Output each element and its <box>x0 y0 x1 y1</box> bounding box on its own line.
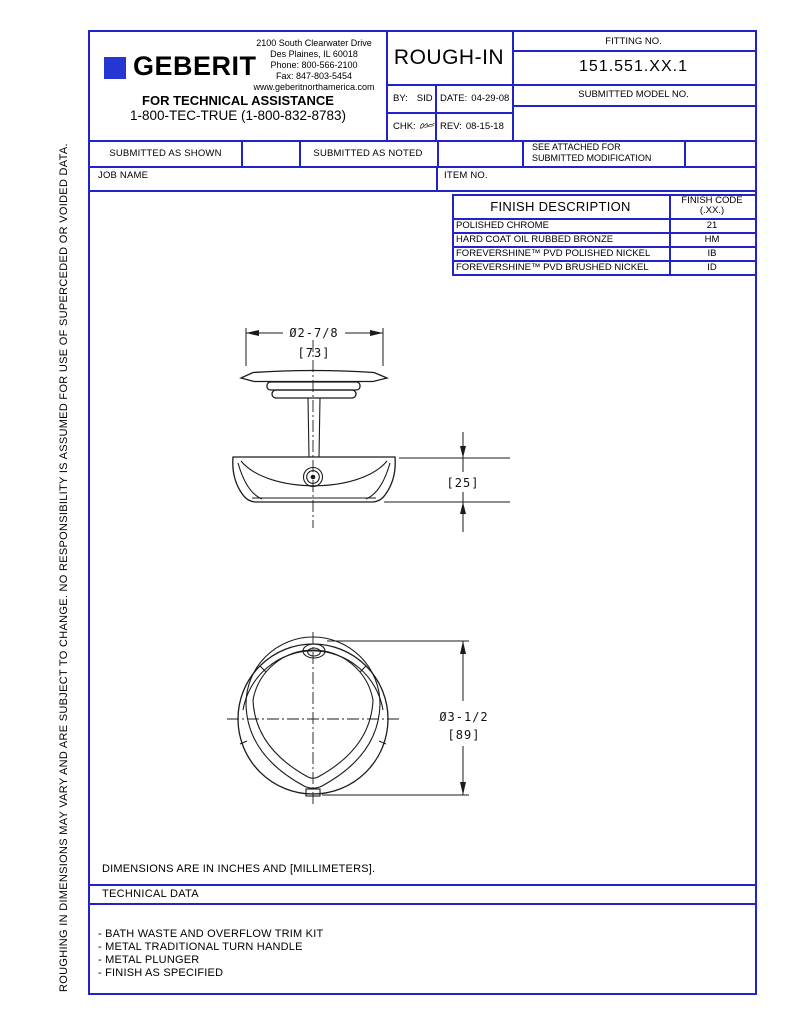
address-line: Fax: 847-803-5454 <box>275 71 353 81</box>
vertical-disclaimer: ROUGHING IN DIMENSIONS MAY VARY AND ARE SUBJECT TO CHANGE. NO RESPONSIBILITY IS ASSUMED FOR USE OF SUPERCEDED OR VOIDED DATA. <box>58 143 70 992</box>
submitted-model-label: SUBMITTED MODEL NO. <box>578 89 689 100</box>
dim-bottom-mm-text: [89] <box>447 728 481 742</box>
by-cell <box>386 84 435 112</box>
see-attached-line: SEE ATTACHED FOR <box>532 142 621 152</box>
technical-data-item: - BATH WASTE AND OVERFLOW TRIM KIT <box>98 928 324 940</box>
grid-line <box>241 140 243 166</box>
document-frame <box>88 30 757 995</box>
rev-cell <box>435 112 512 140</box>
date-value: 04-29-08 <box>471 92 510 104</box>
assistance-phone: 1-800-TEC-TRUE (1-800-832-8783) <box>129 108 347 123</box>
finish-row-code: ID <box>707 261 717 273</box>
assistance-title: FOR TECHNICAL ASSISTANCE <box>142 93 334 108</box>
fitting-no-value: 151.551.XX.1 <box>579 58 688 75</box>
address-line: www.geberitnorthamerica.com <box>253 82 375 92</box>
finish-description-header: FINISH DESCRIPTION <box>490 198 631 214</box>
finish-row-code: IB <box>707 247 717 259</box>
by-label: BY: <box>393 92 408 104</box>
grid-line <box>90 903 755 905</box>
document-title: ROUGH-IN <box>393 46 505 69</box>
finish-row-description: FOREVERSHINE™ PVD POLISHED NICKEL <box>456 247 651 259</box>
company-address <box>240 38 388 93</box>
date-cell <box>435 84 512 112</box>
grid-line <box>684 140 686 166</box>
address-line: Des Plaines, IL 60018 <box>270 49 358 59</box>
dim-top-mm-text: [73] <box>297 346 331 360</box>
checker-signature <box>419 116 435 136</box>
finish-row-description: FOREVERSHINE™ PVD BRUSHED NICKEL <box>456 261 649 273</box>
see-attached-note <box>522 140 684 166</box>
submitted-as-noted-label: SUBMITTED AS NOTED <box>313 147 423 159</box>
grid-line <box>436 166 438 190</box>
finish-code-header <box>669 194 755 218</box>
brand-name: GEBERIT <box>133 51 257 81</box>
finish-row-description: HARD COAT OIL RUBBED BRONZE <box>456 233 614 245</box>
grid-line <box>452 274 755 276</box>
submitted-as-shown-label: SUBMITTED AS SHOWN <box>109 147 222 159</box>
finish-code-header-line: FINISH CODE <box>681 194 743 206</box>
finish-row-description: POLISHED CHROME <box>456 219 549 231</box>
geberit-logo-square-icon <box>104 57 126 79</box>
finish-row-code: 21 <box>706 219 718 231</box>
finish-code-header-line: (.XX.) <box>699 205 725 216</box>
units-note: DIMENSIONS ARE IN INCHES AND [MILLIMETERS]. <box>102 863 376 875</box>
dim-top-diameter-text: Ø2-7/8 <box>289 326 339 340</box>
technical-data-item: - METAL TRADITIONAL TURN HANDLE <box>98 941 303 953</box>
rev-label: REV: <box>440 120 462 132</box>
chk-cell <box>386 112 435 140</box>
dim-bottom-diameter-text: Ø3-1/2 <box>439 710 489 724</box>
technical-data-label: TECHNICAL DATA <box>102 887 199 900</box>
chk-label: CHK: <box>393 120 416 132</box>
dim-side-mm-text: [25] <box>446 476 480 490</box>
item-no-label: ITEM NO. <box>444 170 488 181</box>
grid-line <box>90 166 755 168</box>
rev-value: 08-15-18 <box>465 120 504 132</box>
grid-line <box>437 140 439 166</box>
grid-line <box>512 105 755 107</box>
fitting-no-label: FITTING NO. <box>605 35 662 47</box>
address-line: Phone: 800-566-2100 <box>270 60 358 70</box>
grid-line <box>90 190 755 192</box>
finish-row-code: HM <box>704 233 720 245</box>
job-name-label: JOB NAME <box>98 170 149 181</box>
address-line: 2100 South Clearwater Drive <box>256 38 372 48</box>
by-value: SID <box>416 92 433 104</box>
technical-data-item: - FINISH AS SPECIFIED <box>98 967 224 979</box>
date-label: DATE: <box>440 92 468 104</box>
see-attached-line: SUBMITTED MODIFICATION <box>532 153 652 163</box>
technical-data-item: - METAL PLUNGER <box>98 954 200 966</box>
